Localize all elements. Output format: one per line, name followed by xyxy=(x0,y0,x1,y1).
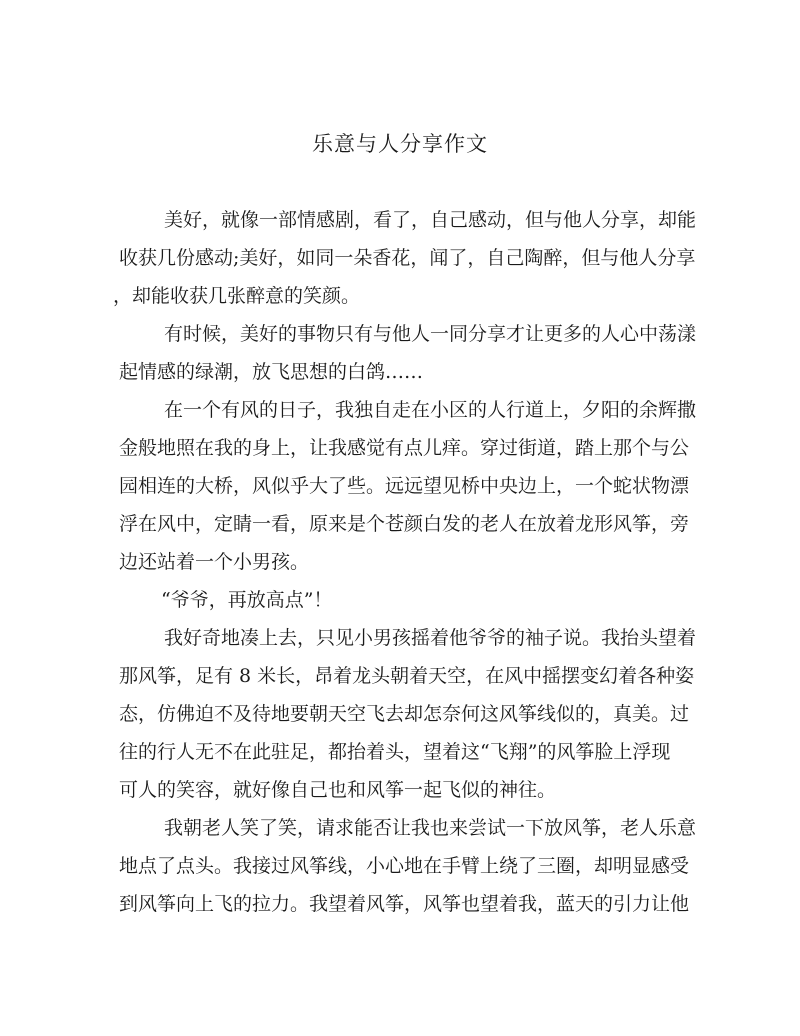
document-title: 乐意与人分享作文 xyxy=(312,132,488,156)
text-line: 地点了点头。我接过风筝线，小心地在手臂上绕了三圈，却明显感受 xyxy=(119,855,690,877)
text-line: 态，仿佛迫不及待地要朝天空飞去却怎奈何这风筝线似的，真美。过 xyxy=(119,703,690,725)
text-line: 浮在风中，定睛一看，原来是个苍颜白发的老人在放着龙形风筝，旁 xyxy=(119,513,690,535)
text-line: “爷爷，再放高点”！ xyxy=(161,589,333,611)
text-line: 金般地照在我的身上，让我感觉有点儿痒。穿过街道，踏上那个与公 xyxy=(119,437,690,459)
text-line: 往的行人无不在此驻足，都抬着头，望着这“飞翔”的风筝脸上浮现 xyxy=(119,741,671,763)
text-line: 园相连的大桥，风似乎大了些。远远望见桥中央边上，一个蛇状物漂 xyxy=(119,475,690,497)
text-line: 我好奇地凑上去，只见小男孩摇着他爷爷的袖子说。我抬头望着 xyxy=(164,627,697,649)
text-line: 美好，就像一部情感剧，看了，自己感动，但与他人分享，却能 xyxy=(164,209,697,231)
text-line: 在一个有风的日子，我独自走在小区的人行道上，夕阳的余辉撒 xyxy=(164,399,697,421)
text-line: 收获几份感动;美好，如同一朵香花，闻了，自己陶醉，但与他人分享 xyxy=(119,247,696,269)
text-line: 有时候，美好的事物只有与他人一同分享才让更多的人心中荡漾 xyxy=(164,323,697,345)
text-line: ，却能收获几张醉意的笑颜。 xyxy=(113,285,361,307)
text-line: 可人的笑容，就好像自己也和风筝一起飞似的神往。 xyxy=(119,779,557,801)
text-line: 边还站着一个小男孩。 xyxy=(119,551,310,573)
text-line: 我朝老人笑了笑，请求能否让我也来尝试一下放风筝，老人乐意 xyxy=(164,817,697,839)
text-line: 起情感的绿潮，放飞思想的白鸽…… xyxy=(119,361,424,383)
text-line: 到风筝向上飞的拉力。我望着风筝，风筝也望着我，蓝天的引力让他 xyxy=(119,893,690,915)
text-line: 那风筝，足有 8 米长，昂着龙头朝着天空，在风中摇摆变幻着各种姿 xyxy=(119,665,695,687)
